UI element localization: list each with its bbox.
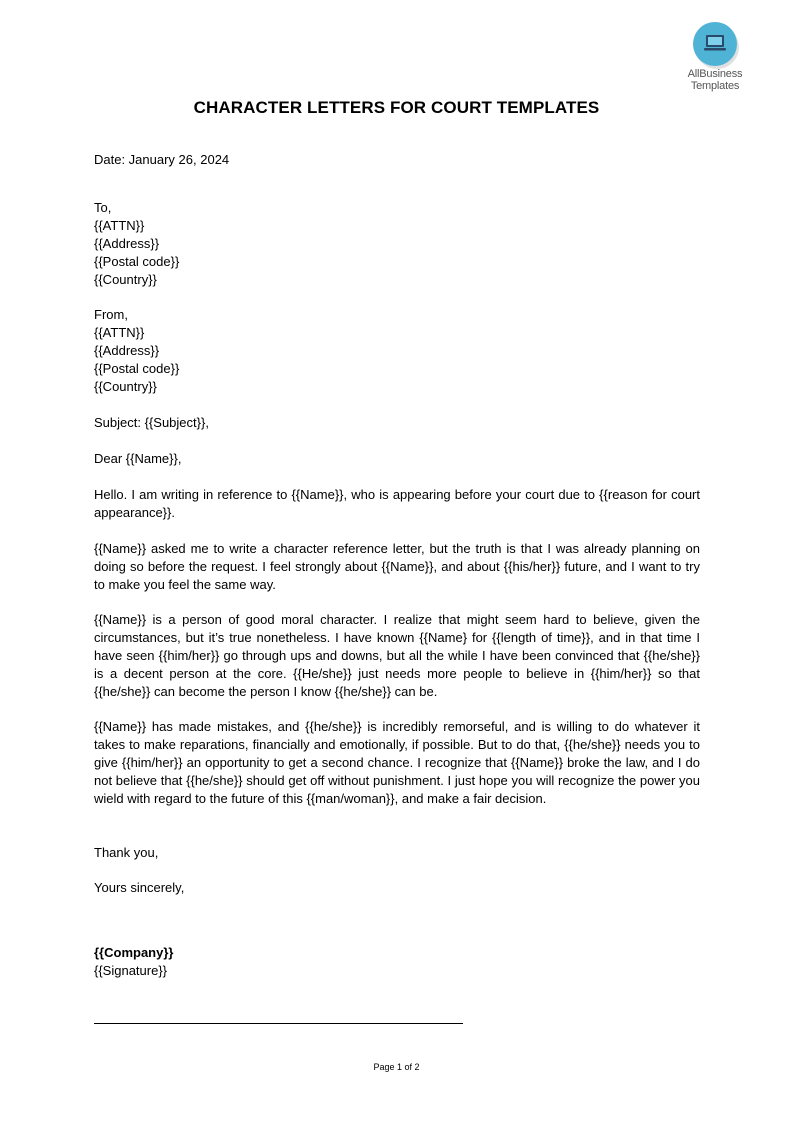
logo-circle bbox=[693, 22, 737, 66]
salutation: Dear {{Name}}, bbox=[94, 451, 182, 466]
paragraph-mistakes: {{Name}} has made mistakes, and {{he/she}} is incredibly remorseful, and is willing to do whatever it takes to make reparations, financially and emotionally, if possible. But to do that, {{he/she}} needs you to give {{him/her}} an opportunity to get a second chance. I recognize that {{Name}} broke the law, and I do not believe that {{he/she}} should get off without punishment. I just hope you will recognize the power you wield with regard to the future of this {{man/woman}}, and make a fair decision. bbox=[94, 719, 700, 806]
sender-address bbox=[94, 306, 700, 396]
paragraph-character: {{Name}} is a person of good moral character. I realize that might seem hard to believe, given the circumstances, but it’s true nonetheless. I have known {{Name} for {{length of time}}, and in that time I have seen {{him/her}} go through ups and downs, but all the while I have been convinced that {{he/she}} is a decent person at the core. {{He/she}} just needs more people to believe in {{him/her}} so that {{he/she}} can become the person I know {{he/she}} can be. bbox=[94, 612, 700, 699]
from-heading: From, bbox=[94, 307, 128, 322]
to-address: {{Address}} bbox=[94, 236, 160, 251]
page-number: Page 1 of 2 bbox=[373, 1062, 420, 1072]
logo-text bbox=[680, 68, 750, 92]
to-postal-code: {{Postal code}} bbox=[94, 254, 180, 269]
from-attn: {{ATTN}} bbox=[94, 325, 145, 340]
signature-placeholder: {{Signature}} bbox=[94, 963, 168, 978]
laptop-icon bbox=[703, 33, 727, 53]
recipient-address bbox=[94, 199, 700, 289]
to-heading: To, bbox=[94, 200, 112, 215]
subject-line: Subject: {{Subject}}, bbox=[94, 415, 209, 430]
date-line: Date: January 26, 2024 bbox=[94, 152, 230, 167]
logo-line2: Templates bbox=[690, 80, 740, 92]
signature-rule bbox=[94, 1023, 463, 1024]
to-country: {{Country}} bbox=[94, 272, 157, 287]
to-attn: {{ATTN}} bbox=[94, 218, 145, 233]
closing-thanks: Thank you, bbox=[94, 845, 159, 860]
company-logo bbox=[680, 22, 750, 92]
logo-line1: AllBusiness bbox=[687, 68, 743, 80]
from-postal-code: {{Postal code}} bbox=[94, 361, 180, 376]
document-title: CHARACTER LETTERS FOR COURT TEMPLATES bbox=[193, 98, 600, 117]
company-placeholder: {{Company}} bbox=[94, 945, 174, 960]
from-country: {{Country}} bbox=[94, 379, 157, 394]
from-address: {{Address}} bbox=[94, 343, 160, 358]
paragraph-intro: Hello. I am writing in reference to {{Name}}, who is appearing before your court due to {{reason for court appearance}}. bbox=[94, 487, 700, 520]
paragraph-request: {{Name}} asked me to write a character reference letter, but the truth is that I was already planning on doing so before the request. I feel strongly about {{Name}}, and about {{his/her}} future, and I want to try to make you feel the same way. bbox=[94, 541, 700, 592]
closing-sincerely: Yours sincerely, bbox=[94, 880, 185, 895]
